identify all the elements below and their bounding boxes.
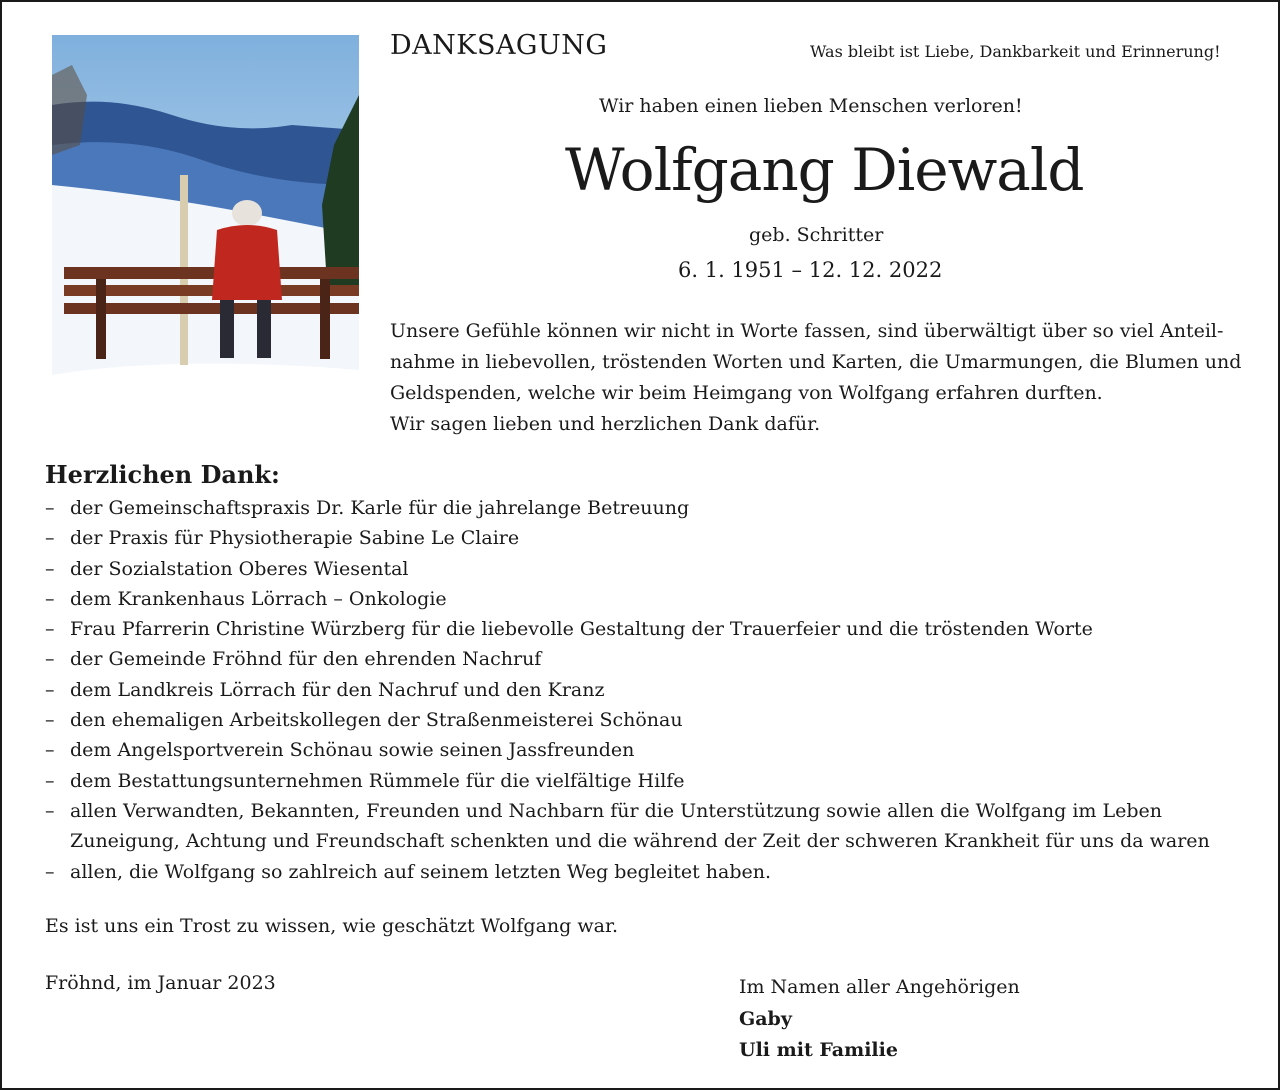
thanks-item xyxy=(45,796,1245,857)
thanks-item-text: – dem Bestattungsunternehmen Rümmele für die vielfältige Hilfe xyxy=(70,769,685,792)
thanks-item-text: – dem Angelsportverein Schönau sowie seinen Jassfreunden xyxy=(70,739,635,762)
intro-line: Geldspenden, welche wir beim Heimgang von Wolfgang erfahren durften. xyxy=(390,382,1103,404)
deceased-name: Wolfgang Diewald xyxy=(565,136,1084,204)
notice-title: DANKSAGUNG xyxy=(390,30,608,61)
thanks-item xyxy=(45,705,1245,735)
thanks-heading: Herzlichen Dank: xyxy=(45,460,280,489)
thanks-item xyxy=(45,523,1245,553)
intro-line: Unsere Gefühle können wir nicht in Worte fassen, sind überwältigt über so viel Anteil- xyxy=(390,320,1224,342)
lead-line: Wir haben einen lieben Menschen verloren! xyxy=(599,95,1023,117)
notice-motto: Was bleibt ist Liebe, Dankbarkeit und Erinnerung! xyxy=(810,42,1221,61)
intro-line: Wir sagen lieben und herzlichen Dank dafür. xyxy=(390,413,821,435)
thanks-item-text: – den ehemaligen Arbeitskollegen der Straßenmeisterei Schönau xyxy=(70,709,683,732)
thanks-list xyxy=(45,493,1245,887)
thanks-item xyxy=(45,493,1245,523)
thanks-item-text: – der Praxis für Physiotherapie Sabine Le Claire xyxy=(70,527,520,550)
intro-line: nahme in liebevollen, tröstenden Worten und Karten, die Umarmungen, die Blumen und xyxy=(390,351,1242,373)
place-date: Fröhnd, im Januar 2023 xyxy=(45,972,276,994)
birth-name: geb. Schritter xyxy=(749,224,884,246)
signer-name: Gaby xyxy=(739,1007,792,1030)
thanks-item-text: – dem Landkreis Lörrach für den Nachruf und den Kranz xyxy=(70,678,605,701)
thanks-item-text: – dem Krankenhaus Lörrach – Onkologie xyxy=(70,587,447,610)
thanks-item xyxy=(45,644,1245,674)
thanks-item-text: – Frau Pfarrerin Christine Würzberg für die liebevolle Gestaltung der Trauerfeier und die tröstenden Worte xyxy=(70,618,1093,641)
snow-bench-illustration xyxy=(52,35,359,429)
thanks-item xyxy=(45,766,1245,796)
thanks-item-text: Zuneigung, Achtung und Freundschaft schenkten und die während der Zeit der schweren Krankheit für uns da waren xyxy=(70,830,1210,853)
thanks-item-text: – allen, die Wolfgang so zahlreich auf seinem letzten Weg begleitet haben. xyxy=(70,860,772,883)
thanks-item-text: – der Gemeinde Fröhnd für den ehrenden Nachruf xyxy=(70,648,542,671)
thanks-item xyxy=(45,675,1245,705)
signature-block xyxy=(739,972,1020,1067)
thanks-item xyxy=(45,735,1245,765)
thanks-item xyxy=(45,554,1245,584)
memorial-photo xyxy=(52,35,359,429)
signer-name: Uli mit Familie xyxy=(739,1039,898,1061)
life-dates: 6. 1. 1951 – 12. 12. 2022 xyxy=(678,258,943,282)
thanks-item-text: – der Gemeinschaftspraxis Dr. Karle für die jahrelange Betreuung xyxy=(70,497,690,519)
thanks-item-text: – allen Verwandten, Bekannten, Freunden und Nachbarn für die Unterstützung sowie allen die Wolfgang im Leben xyxy=(70,799,1162,822)
thanks-item-text: – der Sozialstation Oberes Wiesental xyxy=(70,557,409,580)
signature-lead: Im Namen aller Angehörigen xyxy=(739,976,1020,998)
intro-paragraph xyxy=(390,316,1250,440)
thanks-item xyxy=(45,584,1245,614)
comfort-line: Es ist uns ein Trost zu wissen, wie geschätzt Wolfgang war. xyxy=(45,915,618,937)
thanks-item xyxy=(45,857,1245,887)
thanks-item xyxy=(45,614,1245,644)
